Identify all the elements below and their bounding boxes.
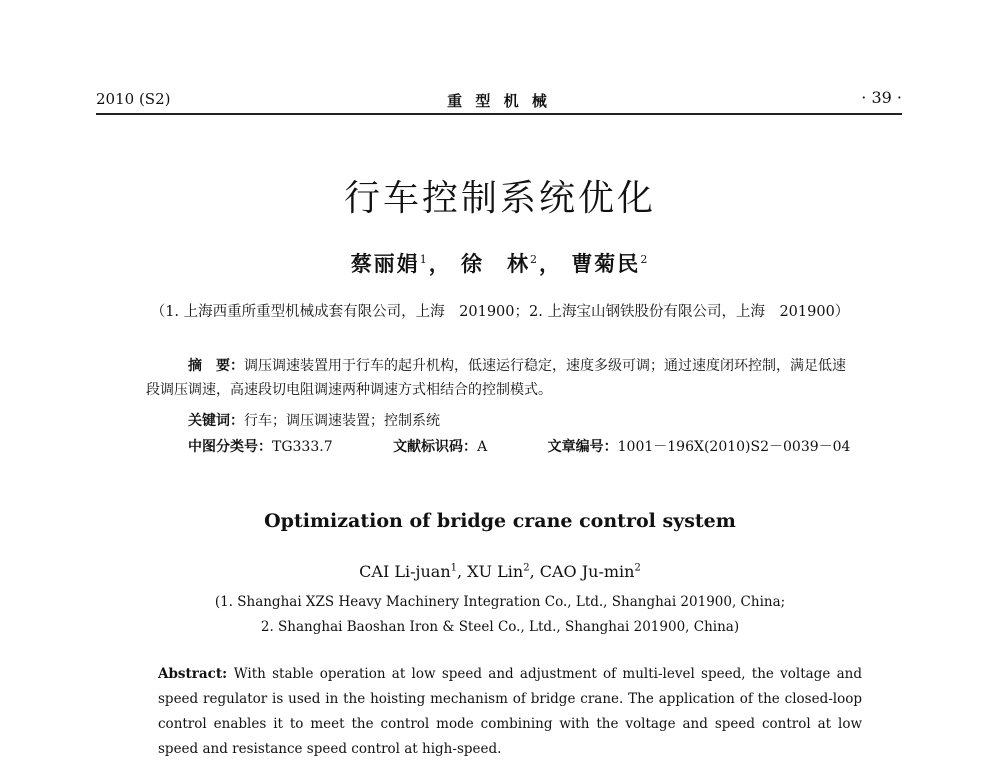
author-en: XU Lin <box>467 562 524 581</box>
authors-en: CAI Li-juan$^1$, XU Lin$^2$, CAO $Ju-\min^2$ <box>359 562 641 581</box>
article-value: 1001－196X(2010)S2－0039－04 <box>617 439 851 455</box>
title-en: Optimization of bridge crane control system <box>264 510 736 532</box>
author-sup: 1 <box>419 253 429 266</box>
author-en: CAO Ju-min <box>539 562 635 581</box>
abstract-en: Abstract: With stable operation at low speed and adjustment of multi-level speed, the voltage and speed regulator is used in the hoisting mechanism of bridge crane. The application of the closed-loop control enables it to meet the control mode combining with the voltage and speed control at low speed and resistance speed control at high-speed. <box>158 666 863 757</box>
keywords-cn-label: 关键词： <box>188 413 244 429</box>
affiliation-cn: （1. 上海西重所重型机械成套有限公司，上海 201900；2. 上海宝山钢铁股份有限公司，上海 201900） <box>150 304 850 320</box>
author-sup: 2 <box>530 253 539 266</box>
author-cn: 蔡丽娟 <box>350 251 420 276</box>
affiliation-en-2: 2. Shanghai Baoshan Iron & Steel Co., Ltd., Shanghai 201900, China) <box>260 619 740 635</box>
doc-label: 文献标识码： <box>393 439 478 455</box>
author-sup: 1 <box>450 562 457 574</box>
author-cn: 曹菊民 <box>571 251 641 276</box>
header-rule <box>96 113 902 115</box>
doc-value: A <box>477 439 488 455</box>
article-number <box>548 439 879 455</box>
author-sup: 2 <box>640 253 650 266</box>
authors-cn: 蔡丽娟$^1$， 徐 林$^2$， 曹菊民$^2$ <box>350 251 650 276</box>
classification-line <box>188 436 906 456</box>
abstract-en-text: With stable operation at low speed and adjustment of multi-level speed, the voltage and speed regulator is used in the hoisting mechanism of bridge crane. The application of the closed-loop control enables it to meet the control mode combining with the voltage and speed control at low speed and resistance speed control at high-speed. <box>158 666 863 757</box>
title-cn: 行车控制系统优化 <box>343 178 656 219</box>
article-label: 文章编号： <box>547 439 618 455</box>
abstract-cn-text: 调压调速装置用于行车的起升机构，低速运行稳定，速度多级可调；通过速度闭环控制，满足低速段调压调速，高速段切电阻调速两种调速方式相结合的控制模式。 <box>146 358 846 398</box>
keywords-cn <box>188 410 440 430</box>
page-number: · 39 · <box>861 88 902 107</box>
running-header <box>96 86 902 112</box>
abstract-cn-label: 摘 要： <box>188 358 244 374</box>
doc-code <box>393 439 515 455</box>
keywords-cn-text: 行车；调压调速装置；控制系统 <box>244 413 440 429</box>
author-en: CAI Li-juan <box>359 562 451 581</box>
clc-label: 中图分类号： <box>188 439 272 455</box>
issue-label: 2010 (S2) <box>96 90 171 108</box>
clc-number <box>188 439 361 455</box>
author-sup: 2 <box>634 562 641 574</box>
author-sup: 2 <box>523 562 530 574</box>
abstract-en-label: Abstract <box>158 666 223 682</box>
abstract-cn <box>146 354 858 402</box>
affiliation-en-1: (1. Shanghai XZS Heavy Machinery Integration Co., Ltd., Shanghai 201900, China; <box>214 594 786 610</box>
author-cn: 徐 林 <box>461 251 530 276</box>
journal-name: 重 型 机 械 <box>447 92 551 110</box>
clc-value: TG333.7 <box>272 439 333 455</box>
